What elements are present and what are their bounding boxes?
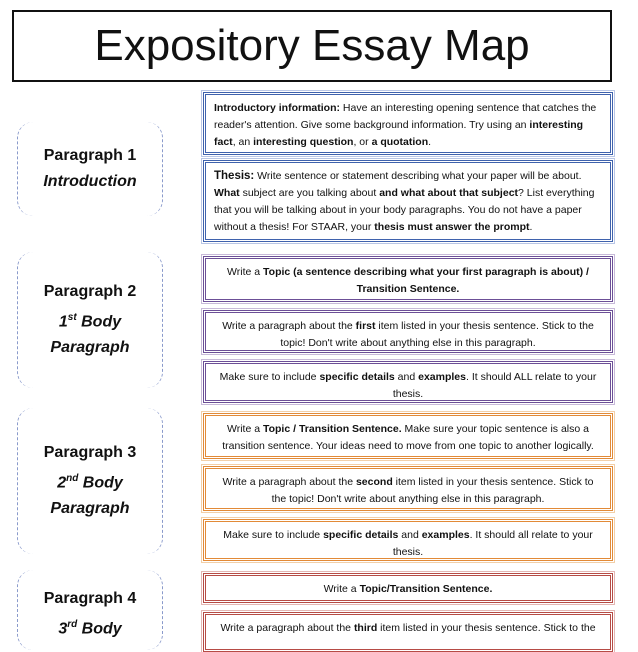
topic-sentence-box: Write a Topic / Transition Sentence. Make sure your topic sentence is also a transition sentence. Your ideas need to move from one topic to another logically. bbox=[203, 413, 613, 459]
section-ordinal: 2nd Body bbox=[57, 472, 123, 492]
details-box: Make sure to include specific details and examples. It should ALL relate to your thesis. bbox=[203, 361, 613, 403]
details-box: Make sure to include specific details and examples. It should all relate to your thesis. bbox=[203, 519, 613, 561]
topic-sentence-box: Write a Topic/Transition Sentence. bbox=[203, 573, 613, 603]
section-subtitle: Paragraph bbox=[50, 339, 130, 357]
section-name: Paragraph 1 bbox=[43, 147, 137, 164]
section-label-paragraph-2 bbox=[17, 252, 163, 388]
section-ordinal: 3rd Body bbox=[58, 619, 122, 638]
thesis-box: Thesis: Write sentence or statement describing what your paper will be about. What subject are you talking about and what about that subject? List everything that you will be talking about in your body paragraphs. You do not have a paper without a thesis! For STAAR, your thesis must answer the prompt. bbox=[203, 160, 613, 242]
section-subtitle: Introduction bbox=[43, 173, 137, 190]
section-ordinal: 1st Body bbox=[58, 311, 122, 331]
topic-sentence-box: Write a Topic (a sentence describing what your first paragraph is about) / Transition Sentence. bbox=[203, 256, 613, 302]
body-paragraph-box: Write a paragraph about the second item listed in your thesis sentence. Stick to the topic! Don't write about anything else in this paragraph. bbox=[203, 466, 613, 511]
intro-info-box: Introductory information: Have an interesting opening sentence that catches the reader's attention. Give some background information. Try using an interesting fact, an interesting question, or a quotation. bbox=[203, 92, 613, 155]
section-name: Paragraph 4 bbox=[43, 590, 137, 607]
section-name: Paragraph 2 bbox=[43, 282, 137, 300]
section-label-paragraph-4 bbox=[17, 570, 163, 650]
body-paragraph-box: Write a paragraph about the third item listed in your thesis sentence. Stick to the bbox=[203, 612, 613, 652]
page-title: Expository Essay Map bbox=[12, 10, 612, 82]
section-label-paragraph-3 bbox=[17, 408, 163, 554]
body-paragraph-box: Write a paragraph about the first item listed in your thesis sentence. Stick to the topic! Don't write about anything else in this paragraph. bbox=[203, 310, 613, 353]
section-label-paragraph-1 bbox=[17, 122, 163, 216]
section-name: Paragraph 3 bbox=[43, 443, 137, 461]
section-subtitle: Paragraph bbox=[50, 500, 130, 518]
